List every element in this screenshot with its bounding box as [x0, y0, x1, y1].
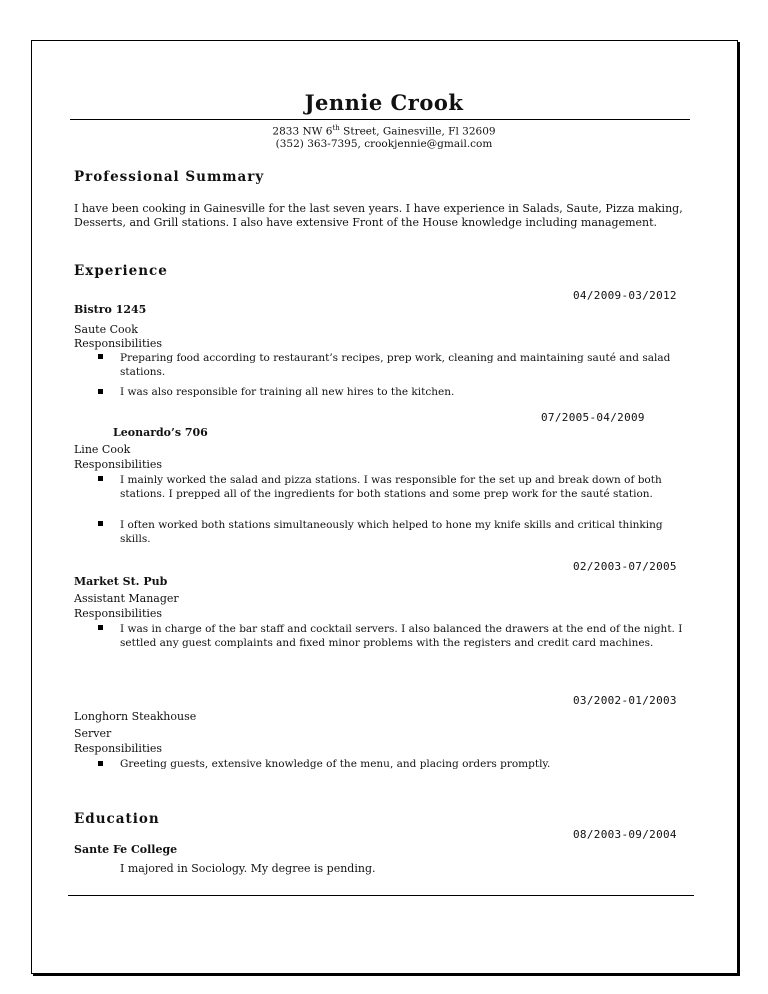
education-detail: I majored in Sociology. My degree is pending.	[120, 862, 376, 875]
education-school: Sante Fe College	[74, 843, 178, 856]
bullet-marker	[98, 521, 103, 526]
job-responsibilities-label: Responsibilities	[74, 742, 163, 755]
job-responsibilities-label: Responsibilities	[74, 458, 163, 471]
job-company: Longhorn Steakhouse	[74, 710, 197, 723]
job-dates: 04/2009-03/2012	[573, 289, 677, 302]
address-street: Street, Gainesville, Fl 32609	[339, 125, 496, 138]
footer-divider	[68, 895, 694, 896]
education-dates: 08/2003-09/2004	[573, 828, 677, 841]
job-bullet: I was also responsible for training all new hires to the kitchen.	[120, 386, 455, 398]
bullet-marker	[98, 761, 103, 766]
job-bullet: I was in charge of the bar staff and cocktail servers. I also balanced the drawers at the end of the night. I settled any guest complaints and fixed minor problems with the registers and credit card machines.	[120, 623, 683, 649]
bullet-marker	[98, 389, 103, 394]
education-heading: Education	[74, 811, 160, 827]
job-bullet: Preparing food according to restaurant’s recipes, prep work, cleaning and maintaining sauté and salad stations.	[120, 352, 671, 378]
job-company: Bistro 1245	[74, 303, 147, 316]
job-title: Assistant Manager	[74, 592, 179, 605]
job-company: Market St. Pub	[74, 575, 168, 588]
address-line	[0, 124, 768, 138]
address-suffix: th	[332, 124, 340, 132]
resume-name: Jennie Crook	[304, 90, 464, 115]
header-divider	[70, 119, 690, 120]
job-dates: 02/2003-07/2005	[573, 560, 677, 573]
job-bullet: Greeting guests, extensive knowledge of the menu, and placing orders promptly.	[120, 758, 551, 770]
job-company: Leonardo’s 706	[113, 426, 208, 439]
bullet-marker	[98, 354, 103, 359]
job-bullet: I often worked both stations simultaneously which helped to hone my knife skills and critical thinking skills.	[120, 519, 663, 545]
summary-text: I have been cooking in Gainesville for the last seven years. I have experience in Salads, Saute, Pizza making, Desserts, and Grill stations. I also have extensive Front of the House knowledge including management.	[74, 202, 683, 229]
experience-heading: Experience	[74, 263, 168, 279]
job-title: Saute Cook	[74, 323, 138, 336]
job-dates: 07/2005-04/2009	[541, 411, 645, 424]
bullet-marker	[98, 625, 103, 630]
address-number: 2833 NW 6	[272, 125, 333, 138]
job-title: Server	[74, 727, 112, 740]
job-bullet: I mainly worked the salad and pizza stations. I was responsible for the set up and break down of both stations. I prepped all of the ingredients for both stations and some prep work for the sauté station.	[120, 474, 662, 500]
job-responsibilities-label: Responsibilities	[74, 607, 163, 620]
job-responsibilities-label: Responsibilities	[74, 337, 163, 350]
job-dates: 03/2002-01/2003	[573, 694, 677, 707]
summary-heading: Professional Summary	[74, 169, 265, 185]
job-title: Line Cook	[74, 443, 131, 456]
contact-line: (352) 363-7395, crookjennie@gmail.com	[275, 138, 493, 150]
bullet-marker	[98, 476, 103, 481]
